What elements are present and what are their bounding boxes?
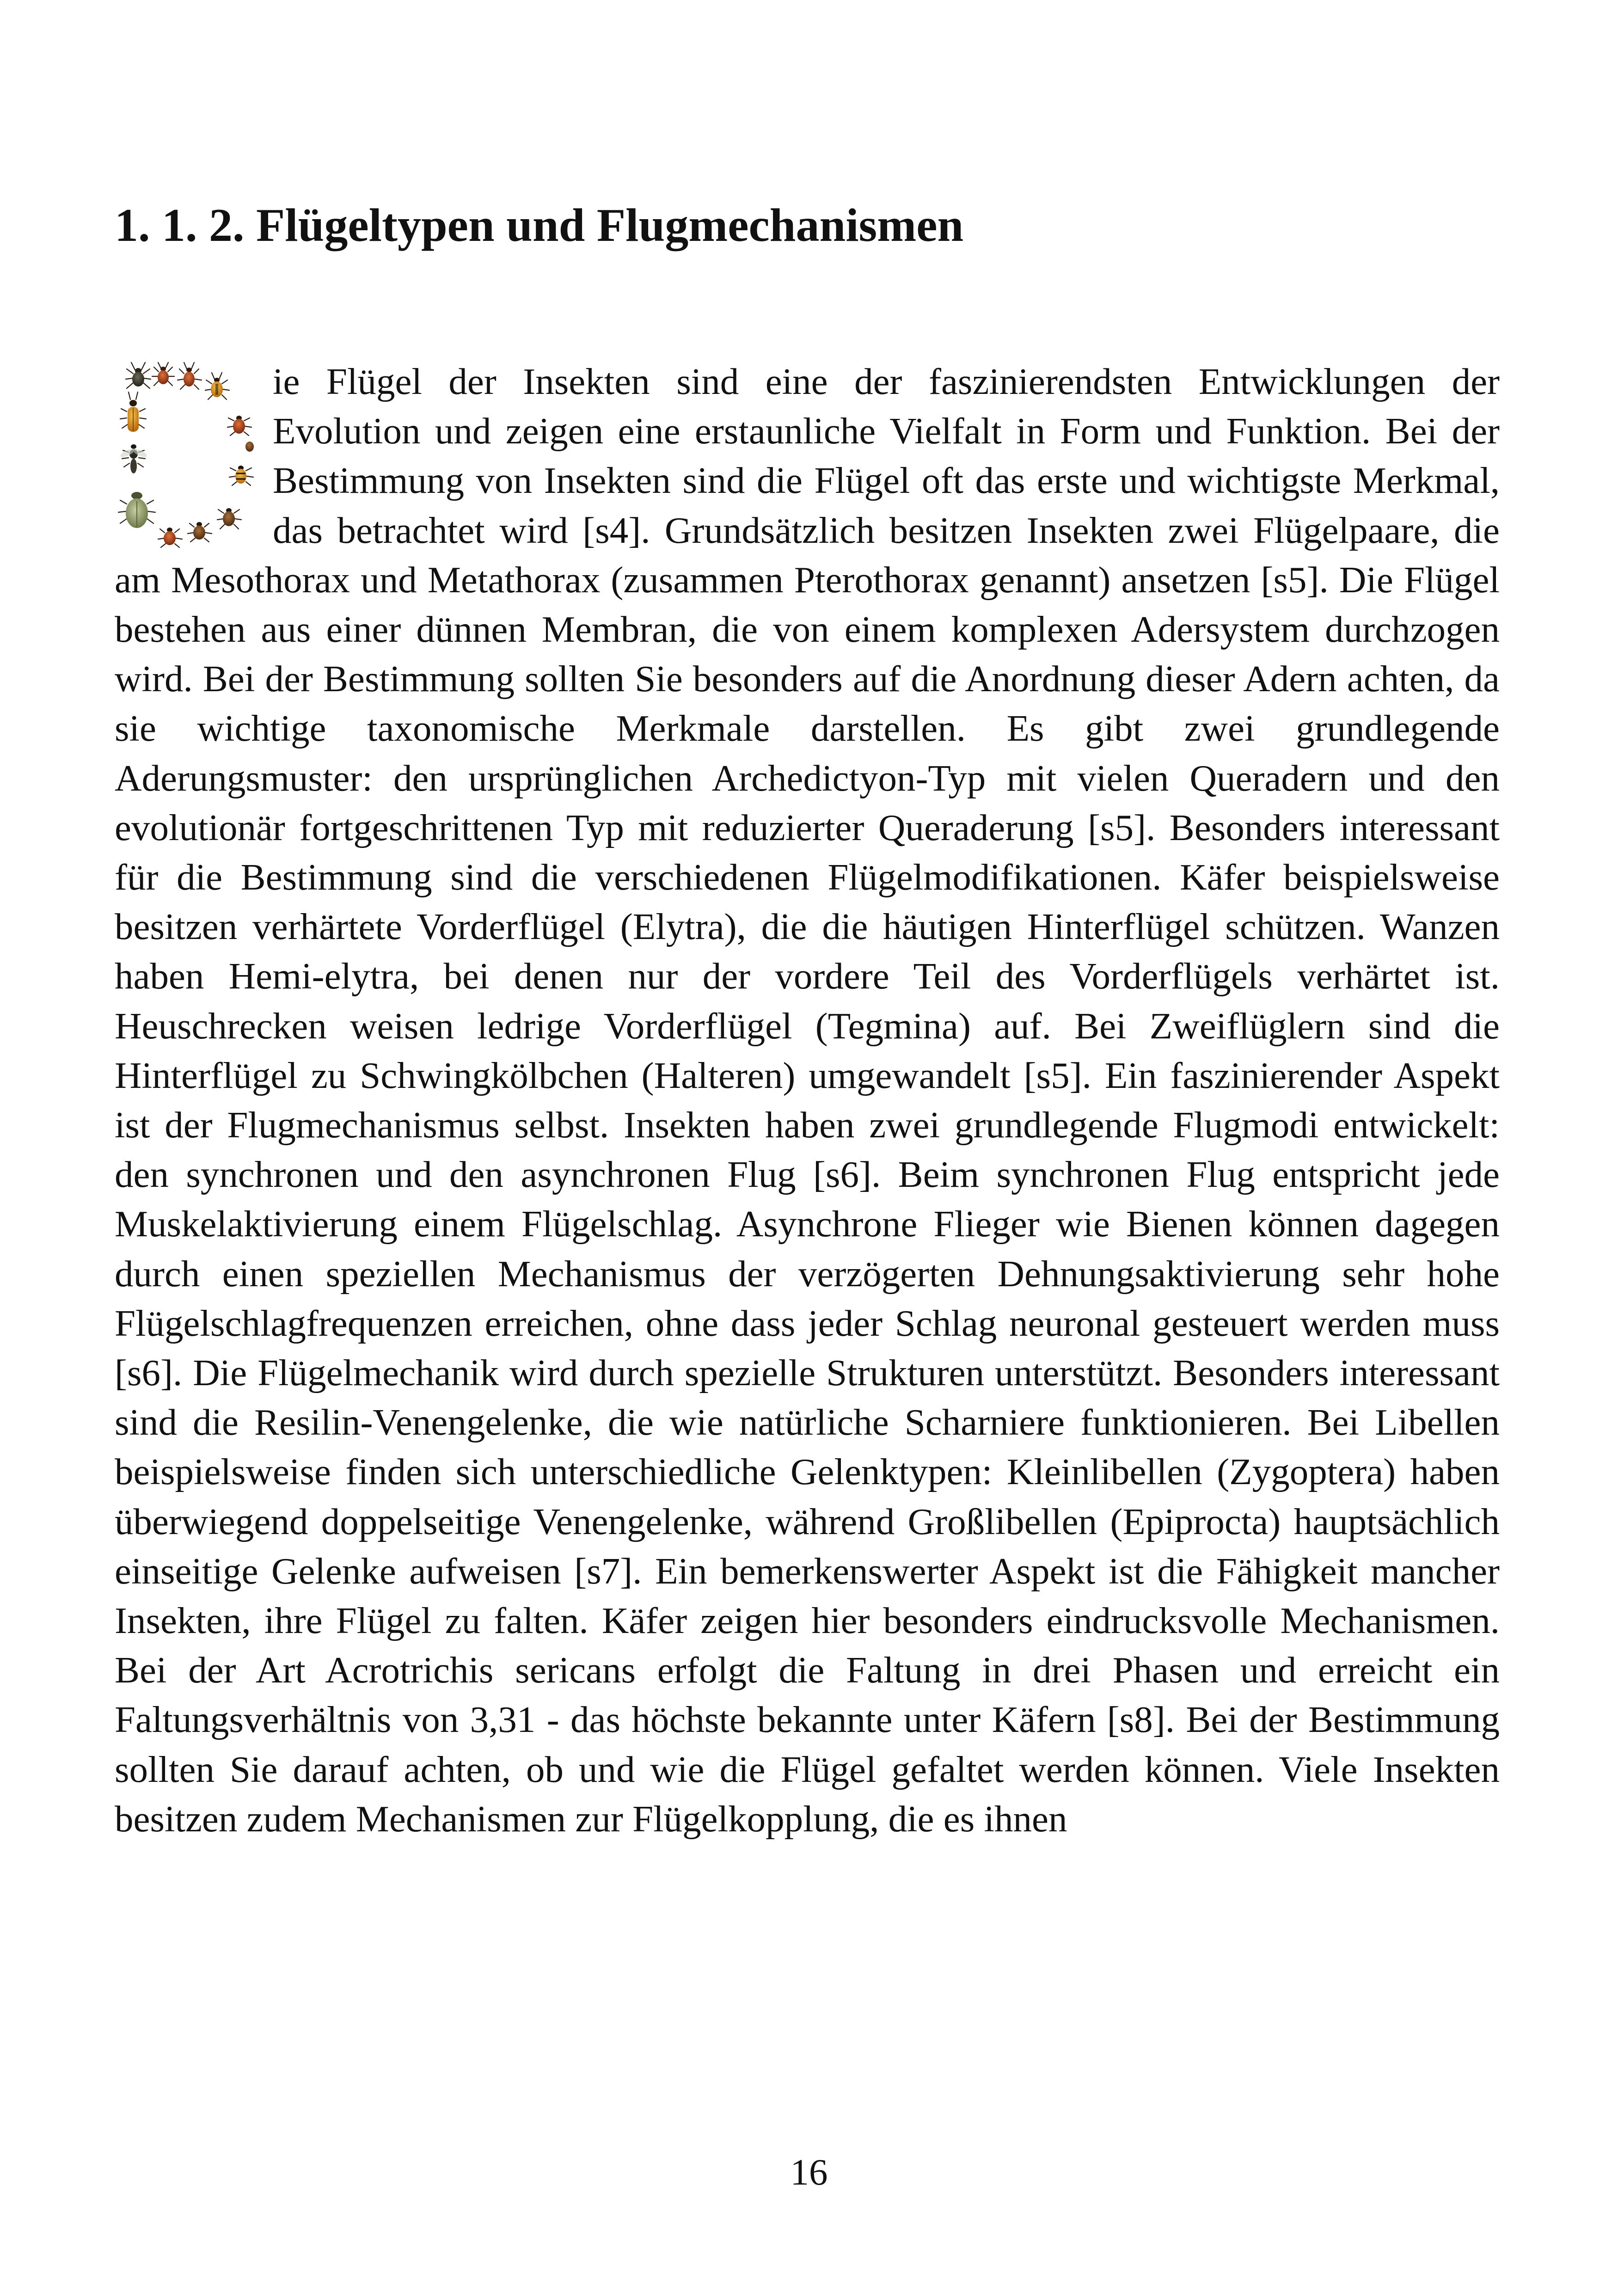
section-heading: 1. 1. 2. Flügeltypen und Flugmechanismen [115,199,964,252]
insect-letter-d-icon [115,361,267,554]
body-paragraph [115,357,1500,1844]
page-number: 16 [790,2151,828,2193]
insect-letter-d-graphic [115,361,267,554]
body-paragraph-text: ie Flügel der Insekten sind eine der faszinierendsten Entwicklungen der Evolution und zeigen eine erstaunliche Vielfalt in Form und Funktion. Bei der Bestimmung von Insekten sind die Flügel oft das erste und wichtigste Merkmal, das betrachtet wird [s4]. Grundsätzlich besitzen Insekten zwei Flügelpaare, die am Mesothorax und Metathorax (zusammen Pterothorax genannt) ansetzen [s5]. Die Flügel bestehen aus einer dünnen Membran, die von einem komplexen Adersystem durchzogen wird. Bei der Bestimmung sollten Sie besonders auf die Anordnung dieser Adern achten, da sie wichtige taxonomische Merkmale darstellen. Es gibt zwei grundlegende Aderungsmuster: den ursprünglichen Archedictyon-Typ mit vielen Queradern und den evolutionär fortgeschrittenen Typ mit reduzierter Queraderung [s5]. Besonders interessant für die Bestimmung sind die verschiedenen Flügelmodifikationen. Käfer beispielsweise besitzen verhärtete Vorderflügel (Elytra), die die häutigen Hinterflügel schützen. Wanzen haben Hemi-elytra, bei denen nur der vordere Teil des Vorderflügels verhärtet ist. Heuschrecken weisen ledrige Vorderflügel (Tegmina) auf. Bei Zweiflüglern sind die Hinterflügel zu Schwingkölbchen (Halteren) umgewandelt [s5]. Ein faszinierender Aspekt ist der Flugmechanismus selbst. Insekten haben zwei grundlegende Flugmodi entwickelt: den synchronen und den asynchronen Flug [s6]. Beim synchronen Flug entspricht jede Muskelaktivierung einem Flügelschlag. Asynchrone Flieger wie Bienen können dagegen durch einen speziellen Mechanismus der verzögerten Dehnungsaktivierung sehr hohe Flügelschlagfrequenzen erreichen, ohne dass jeder Schlag neuronal gesteuert werden muss [s6]. Die Flügelmechanik wird durch spezielle Strukturen unterstützt. Besonders interessant sind die Resilin-Venengelenke, die wie natürliche Scharniere funktionieren. Bei Libellen beispielsweise finden sich unterschiedliche Gelenktypen: Kleinlibellen (Zygoptera) haben überwiegend doppelseitige Venengelenke, während Großlibellen (Epiprocta) hauptsächlich einseitige Gelenke aufweisen [s7]. Ein bemerkenswerter Aspekt ist die Fähigkeit mancher Insekten, ihre Flügel zu falten. Käfer zeigen hier besonders eindrucksvolle Mechanismen. Bei der Art Acrotrichis sericans erfolgt die Faltung in drei Phasen und erreicht ein Faltungsverhältnis von 3,31 - das höchste bekannte unter Käfern [s8]. Bei der Bestimmung sollten Sie darauf achten, ob und wie die Flügel gefaltet werden können. Viele Insekten besitzen zudem Mechanismen zur Flügelkopplung, die es ihnen [115,361,1500,1840]
